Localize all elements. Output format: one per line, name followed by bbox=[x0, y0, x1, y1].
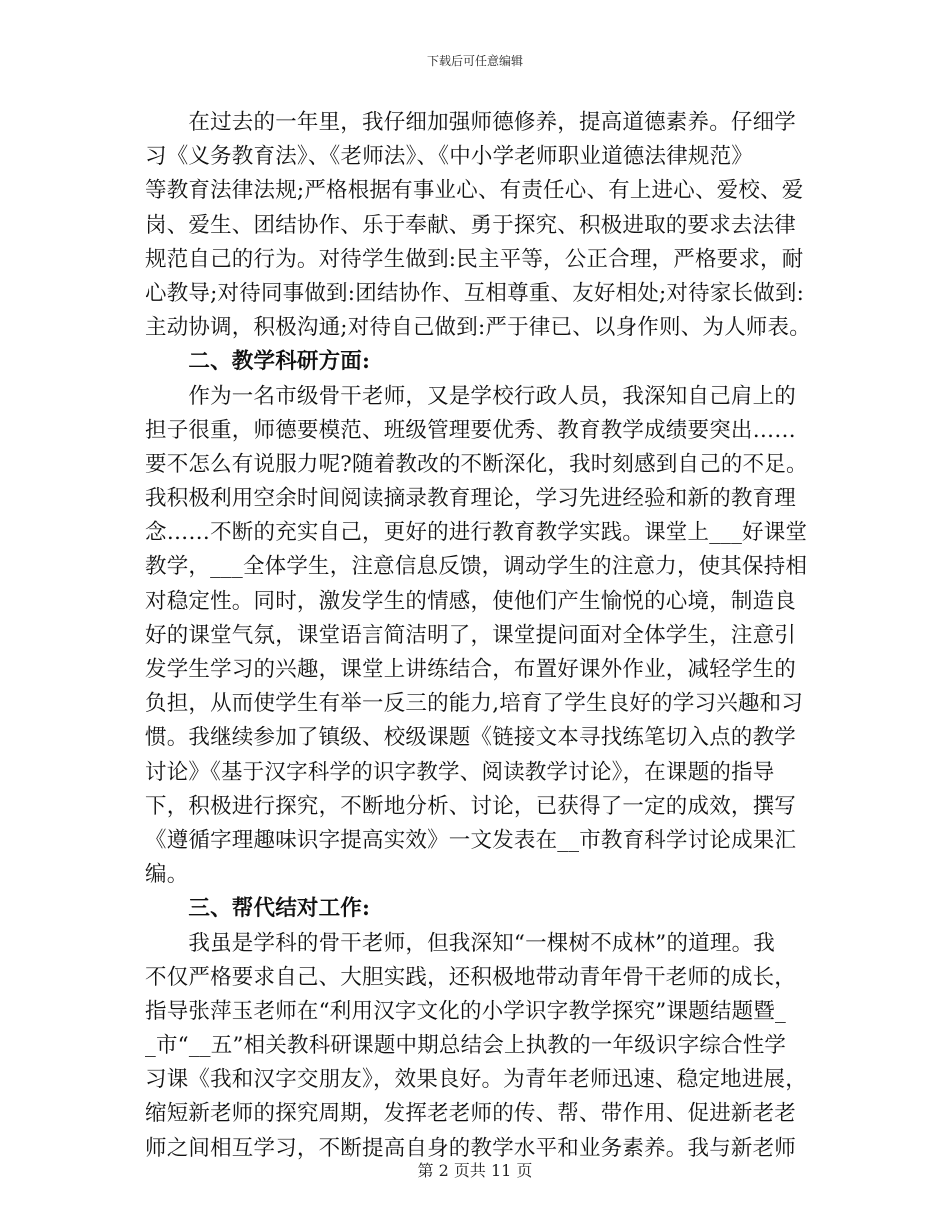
body-line: 担子很重，师德要模范、班级管理要优秀、教育教学成绩要突出…… bbox=[145, 417, 797, 443]
body-line: 念……不断的充实自己，更好的进行教育教学实践。课堂上___好课堂 bbox=[145, 520, 808, 546]
section-heading: 二、教学科研方面: bbox=[145, 349, 371, 375]
body-line: 我虽是学科的骨干老师，但我深知“一棵树不成林”的道理。我 bbox=[145, 930, 775, 956]
body-line: 《遵循字理趣味识字提高实效》一文发表在__市教育科学讨论成果汇 bbox=[145, 827, 797, 853]
body-line: 讨论》《基于汉字科学的识字教学、阅读教学讨论》，在课题的指导 bbox=[145, 759, 775, 785]
body-line: 好的课堂气氛，课堂语言简洁明了，课堂提问面对全体学生，注意引 bbox=[145, 622, 797, 648]
body-line: 习课《我和汉字交朋友》，效果良好。为青年老师迅速、稳定地进展， bbox=[145, 1067, 807, 1093]
body-line: 不仅严格要求自己、大胆实践，还积极地带动青年骨干老师的成长， bbox=[145, 964, 797, 990]
body-line: 指导张萍玉老师在“利用汉字文化的小学识字教学探究”课题结题暨_ bbox=[145, 998, 786, 1024]
body-line: 对稳定性。同时，激发学生的情感，使他们产生愉悦的心境，制造良 bbox=[145, 588, 797, 614]
body-line: 要不怎么有说服力呢?随着教改的不断深化，我时刻感到自己的不足。 bbox=[145, 451, 808, 477]
document-body bbox=[145, 106, 813, 1166]
body-line: 负担，从而使学生有举一反三的能力,培育了学生良好的学习兴趣和习 bbox=[145, 691, 804, 717]
body-line: 等教育法律法规;严格根据有事业心、有责任心、有上进心、爱校、爱 bbox=[145, 178, 804, 204]
body-line: 缩短新老师的探究周期，发挥老老师的传、帮、带作用、促进新老老 bbox=[145, 1101, 797, 1127]
page-header: 下载后可任意编辑 bbox=[426, 54, 523, 68]
body-line: 规范自己的行为。对待学生做到:民主平等，公正合理，严格要求，耐 bbox=[145, 246, 804, 272]
body-line: 我积极利用空余时间阅读摘录教育理论，学习先进经验和新的教育理 bbox=[145, 486, 797, 512]
body-line: 惯。我继续参加了镇级、校级课题《链接文本寻找练笔切入点的教学 bbox=[145, 725, 797, 751]
body-line: 习《义务教育法》、《老师法》、《中小学老师职业道德法律规范》 bbox=[145, 144, 754, 170]
body-line: _市“__五”相关教科研课题中期总结会上执教的一年级识字综合性学 bbox=[145, 1033, 787, 1059]
body-line: 主动协调，积极沟通;对待自己做到:严于律已、以身作则、为人师表。 bbox=[145, 315, 811, 341]
body-line: 作为一名市级骨干老师，又是学校行政人员，我深知自己肩上的 bbox=[145, 383, 797, 409]
section-heading: 三、帮代结对工作: bbox=[145, 896, 371, 922]
body-line: 心教导;对待同事做到:团结协作、互相尊重、友好相处;对待家长做到: bbox=[145, 280, 805, 306]
body-line: 编。 bbox=[145, 862, 189, 888]
body-line: 教学，___全体学生，注意信息反馈，调动学生的注意力，使其保持相 bbox=[145, 554, 808, 580]
body-line: 岗、爱生、团结协作、乐于奉献、勇于探究、积极进取的要求去法律 bbox=[145, 212, 797, 238]
body-line: 下，积极进行探究，不断地分析、讨论，已获得了一定的成效，撰写 bbox=[145, 793, 797, 819]
body-line: 师之间相互学习，不断提高自身的教学水平和业务素养。我与新老师 bbox=[145, 1135, 797, 1161]
page-number: 第 2 页共 11 页 bbox=[417, 1161, 533, 1180]
body-line: 发学生学习的兴趣，课堂上讲练结合，布置好课外作业，减轻学生的 bbox=[145, 657, 797, 682]
body-line: 在过去的一年里，我仔细加强师德修养，提高道德素养。仔细学 bbox=[145, 110, 797, 135]
